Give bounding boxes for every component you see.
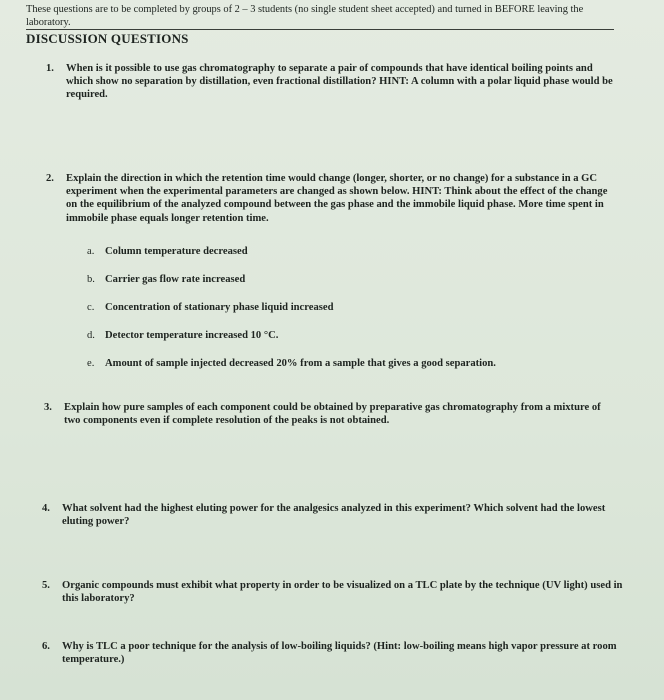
question-text: When is it possible to use gas chromatography to separate a pair of compounds that have identical boiling points and which show no separation by distillation, even fractional distillation? HINT: A column with a polar liquid phase would be required. [66, 63, 613, 101]
section-title: DISCUSSION QUESTIONS [26, 31, 189, 46]
question-text: Explain the direction in which the retention time would change (longer, shorter, or no change) for a substance in a GC experiment when the experimental parameters are changed as shown below. HINT: Think about the effect of the change on the equilibrium of the analyzed compound between the gas phase and the immobile liquid phase. More time spent in immobile phase equals longer retention time. [66, 173, 608, 224]
question-text: Explain how pure samples of each component could be obtained by preparative gas chromatography from a mixture of two components even if complete resolution of the peaks is not obtained. [64, 402, 601, 427]
header-rule [26, 29, 614, 30]
subitem-d [87, 329, 278, 342]
question-number: 4. [42, 503, 50, 514]
subitem-text: Carrier gas flow rate increased [105, 274, 246, 285]
subitem-e [87, 357, 496, 370]
subitem-c [87, 301, 333, 314]
subitem-text: Concentration of stationary phase liquid increased [105, 302, 334, 313]
question-text: What solvent had the highest eluting power for the analgesics analyzed in this experiment? Which solvent had the lowest eluting power? [62, 503, 606, 528]
question-number: 6. [42, 641, 50, 652]
subitem-text: Column temperature decreased [105, 246, 248, 257]
question-text: Why is TLC a poor technique for the analysis of low-boiling liquids? (Hint: low-boiling means high vapor pressure at room temperature.) [62, 641, 617, 666]
question-number: 3. [44, 402, 52, 413]
subitem-b [87, 273, 245, 286]
subitem-text: Detector temperature increased 10 °C. [105, 330, 279, 341]
subitem-letter: b. [87, 274, 95, 285]
question-number: 1. [46, 63, 54, 74]
subitem-letter: a. [87, 246, 95, 257]
subitem-a [87, 245, 248, 258]
question-number: 5. [42, 580, 50, 591]
intro-instructions: These questions are to be completed by groups of 2 – 3 students (no single student sheet accepted) and turned in BEFORE leaving the laboratory. [26, 4, 584, 28]
question-text: Organic compounds must exhibit what property in order to be visualized on a TLC plate by the technique (UV light) used in this laboratory? [62, 580, 623, 605]
subitem-letter: c. [87, 302, 95, 313]
question-number: 2. [46, 173, 54, 184]
subitem-letter: e. [87, 358, 95, 369]
subitem-letter: d. [87, 330, 95, 341]
subitem-text: Amount of sample injected decreased 20% from a sample that gives a good separation. [105, 358, 496, 369]
